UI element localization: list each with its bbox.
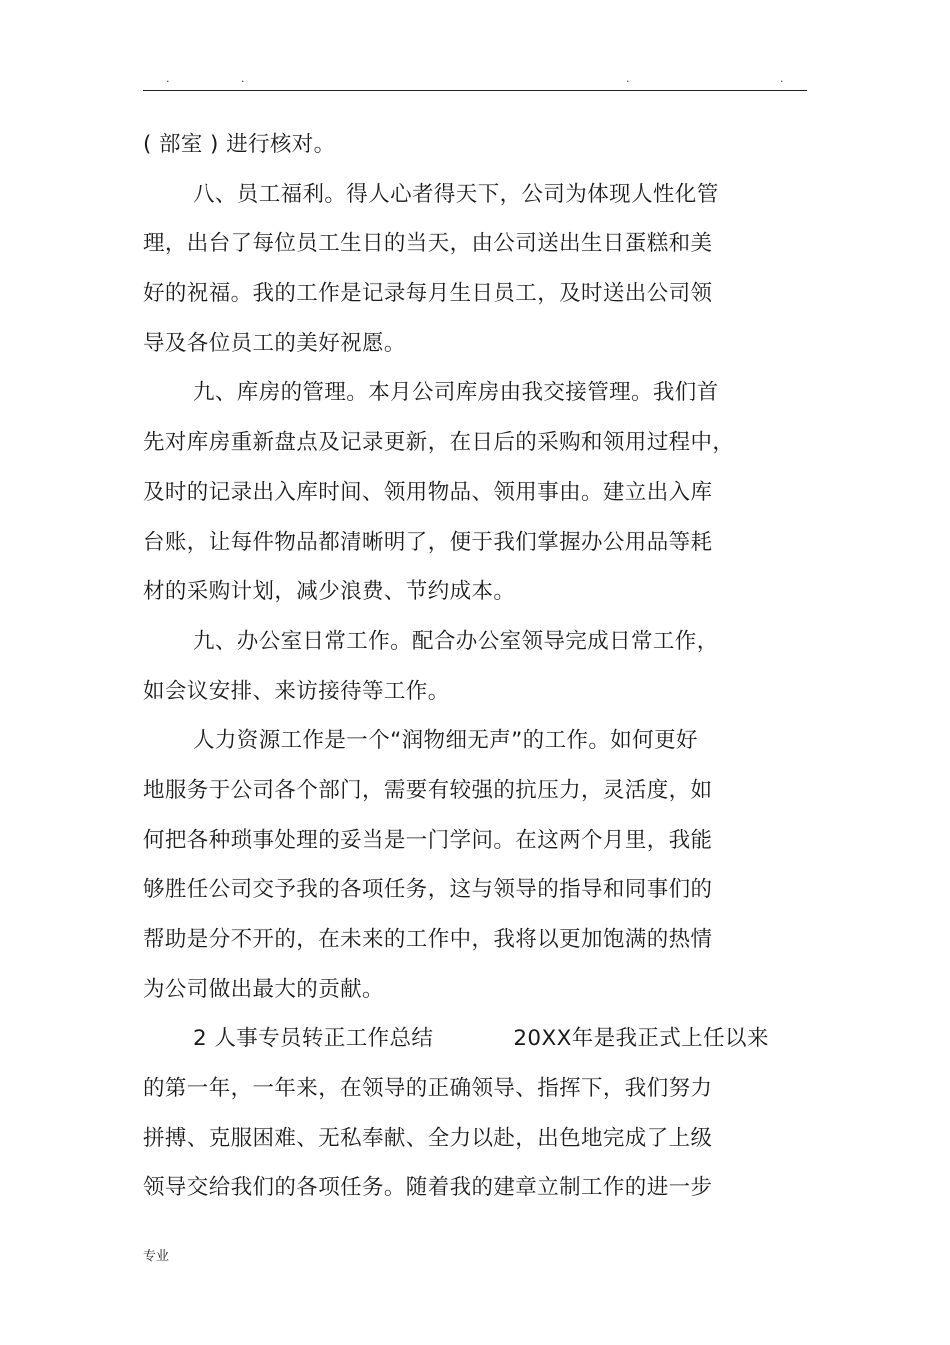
paragraph-line: 拼搏、克服困难、无私奉献、全力以赴，出色地完成了上级	[143, 1125, 713, 1151]
paragraph-line: 九、库房的管理。本月公司库房由我交接管理。我们首	[193, 380, 719, 406]
document-body	[143, 120, 803, 1213]
paragraph-line: 地服务于公司各个部门，需要有较强的抗压力，灵活度，如	[143, 777, 713, 803]
paragraph-line: 为公司做出最大的贡献。	[143, 976, 384, 1002]
paragraph-line: 材的采购计划，减少浪费、节约成本。	[143, 579, 516, 605]
header-dot: .	[780, 72, 784, 85]
paragraph-line: 如会议安排、来访接待等工作。	[143, 678, 450, 704]
paragraph-line: 何把各种琐事处理的妥当是一门学问。在这两个月里，我能	[143, 827, 713, 853]
page-header	[0, 72, 950, 86]
paragraph-line: 领导交给我们的各项任务。随着我的建章立制工作的进一步	[143, 1175, 713, 1201]
header-dot: .	[166, 72, 170, 85]
header-dot: .	[626, 72, 630, 85]
paragraph-line: 人力资源工作是一个“润物细无声”的工作。如何更好	[193, 728, 698, 754]
paragraph-line: 先对库房重新盘点及记录更新，在日后的采购和领用过程中，	[143, 430, 735, 456]
paragraph-line: 及时的记录出入库时间、领用物品、领用事由。建立出入库	[143, 479, 713, 505]
paragraph-line: 台账，让每件物品都清晰明了，便于我们掌握办公用品等耗	[143, 529, 713, 555]
paragraph-line: 的第一年，一年来，在领导的正确领导、指挥下，我们努力	[143, 1076, 713, 1102]
paragraph-line: 九、办公室日常工作。配合办公室领导完成日常工作，	[193, 628, 719, 654]
header-rule	[143, 90, 807, 91]
paragraph-line: 八、员工福利。得人心者得天下，公司为体现人性化管	[193, 181, 719, 207]
paragraph-line: 导及各位员工的美好祝愿。	[143, 330, 406, 356]
section-heading: 2 人事专员转正工作总结	[193, 1026, 434, 1052]
footer-label: 专业	[143, 1249, 170, 1264]
paragraph-line: 理，出台了每位员工生日的当天，由公司送出生日蛋糕和美	[143, 231, 713, 257]
paragraph-line: 好的祝福。我的工作是记录每月生日员工，及时送出公司领	[143, 281, 713, 307]
section-heading-line	[143, 1014, 803, 1064]
paragraph-line: ( 部室 ) 进行核对。	[143, 132, 336, 157]
paragraph-line: 够胜任公司交予我的各项任务，这与领导的指导和同事们的	[143, 877, 713, 903]
section-heading-continuation: 20XX年是我正式上任以来	[513, 1026, 769, 1052]
paragraph-line: 帮助是分不开的，在未来的工作中，我将以更加饱满的热情	[143, 927, 713, 952]
header-dot: .	[241, 72, 245, 85]
